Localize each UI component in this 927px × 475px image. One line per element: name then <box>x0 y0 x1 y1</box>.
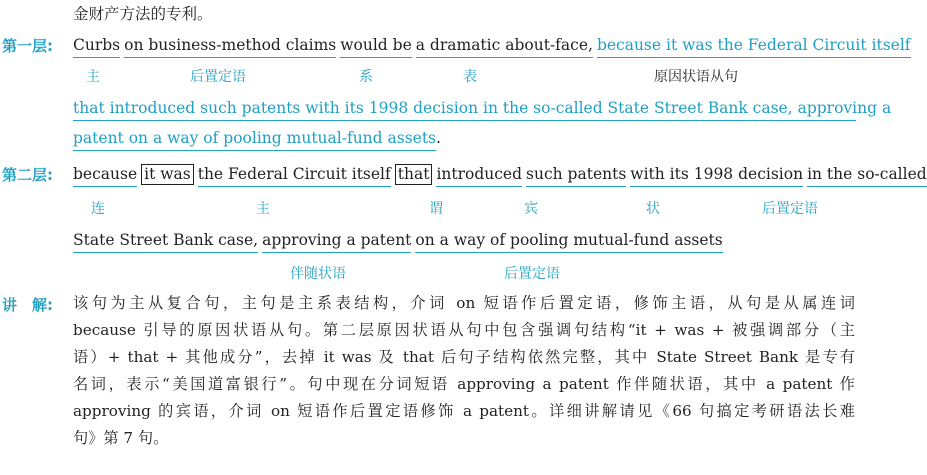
explanation-line: approving 的宾语，介词 on 短语作后置定语修饰 a patent。详细讲解请见《66 句搞定考研语法长难 <box>73 402 855 420</box>
explanation-line: 语）+ that + 其他成分”，去掉 it was 及 that 后句子结构依然完整，其中 State Street Bank 是专有 <box>73 348 855 366</box>
layer2-annotation-conjunction: 连 <box>91 201 105 217</box>
layer2-annotation-adverbial: 状 <box>646 201 660 217</box>
layer1-segment-subject: Curbs <box>73 35 120 58</box>
layer1-segment-linking-verb: would be <box>340 35 411 58</box>
layer2-annotation-postmodifier: 后置定语 <box>762 201 818 217</box>
layer2-segment-subject: the Federal Circuit itself <box>198 164 391 187</box>
layer2-annotation-accompanying-adverbial: 伴随状语 <box>290 266 346 282</box>
explanation-line: 名词，表示“美国道富银行”。句中现在分词短语 approving a patent 作伴随状语，其中 a patent 作 <box>73 375 855 393</box>
layer2-segment-conjunction: because <box>73 164 137 187</box>
layer2-segment-adverbial: with its 1998 decision <box>630 164 803 187</box>
layer1-line3-period: . <box>436 129 441 147</box>
explanation-line: 句》第 7 句。 <box>73 429 169 447</box>
layer1-annotation-subject: 主 <box>86 69 100 85</box>
layer2-annotation-object: 宾 <box>524 201 538 217</box>
preceding-text-line: 金财产方法的专利。 <box>73 5 213 23</box>
layer2-annotation-line2-postmodifier: 后置定语 <box>504 266 560 282</box>
layer1-segment-reason-clause: because it was the Federal Circuit itself <box>597 35 911 58</box>
layer2-segment-emphasis-that: that <box>395 164 433 185</box>
layer2-sentence-line2 <box>73 230 723 253</box>
layer2-label: 第二层: <box>2 166 53 184</box>
layer2-line2-segment-proper-noun: State Street Bank case, <box>73 230 258 253</box>
layer2-segment-object: such patents <box>526 164 626 187</box>
layer1-line3-clause: patent on a way of pooling mutual-fund assets <box>73 128 436 151</box>
layer2-line2-segment-prep-phrase: on a way of pooling mutual-fund assets <box>415 230 722 253</box>
explanation-label: 讲 解: <box>2 296 53 314</box>
explanation-line: because 引导的原因状语从句。第二层原因状语从句中包含强调句结构“it + was + 被强调部分（主 <box>73 321 855 339</box>
layer1-sentence-line2: that introduced such patents with its 1998 decision in the so-called State Street Bank case, approving a <box>73 98 856 121</box>
explanation-line: 该句为主从复合句，主句是主系表结构，介词 on 短语作后置定语，修饰主语，从句是从属连词 <box>73 294 855 312</box>
layer1-annotation-reason-clause: 原因状语从句 <box>654 69 738 85</box>
layer2-segment-predicate: introduced <box>436 164 522 187</box>
layer2-line2-segment-participle: approving a patent <box>262 230 411 253</box>
layer2-sentence-line1 <box>73 164 927 187</box>
explanation-paragraph <box>73 290 855 452</box>
layer2-segment-postmodifier: in the so-called <box>807 164 927 187</box>
layer2-segment-emphasis-it-was: it was <box>141 164 194 185</box>
layer1-label: 第一层: <box>2 37 53 55</box>
layer1-segment-postmodifier: on business-method claims <box>124 35 336 58</box>
layer1-annotation-linking-verb: 系 <box>359 69 373 85</box>
layer1-sentence-line3 <box>73 128 441 151</box>
layer1-segment-predicative: a dramatic about-face, <box>416 35 593 58</box>
layer2-annotation-subject: 主 <box>256 201 270 217</box>
layer1-annotation-predicative: 表 <box>463 69 477 85</box>
layer1-annotation-postmodifier: 后置定语 <box>190 69 246 85</box>
layer1-sentence-line1 <box>73 35 911 58</box>
layer2-annotation-predicate: 谓 <box>429 201 443 217</box>
